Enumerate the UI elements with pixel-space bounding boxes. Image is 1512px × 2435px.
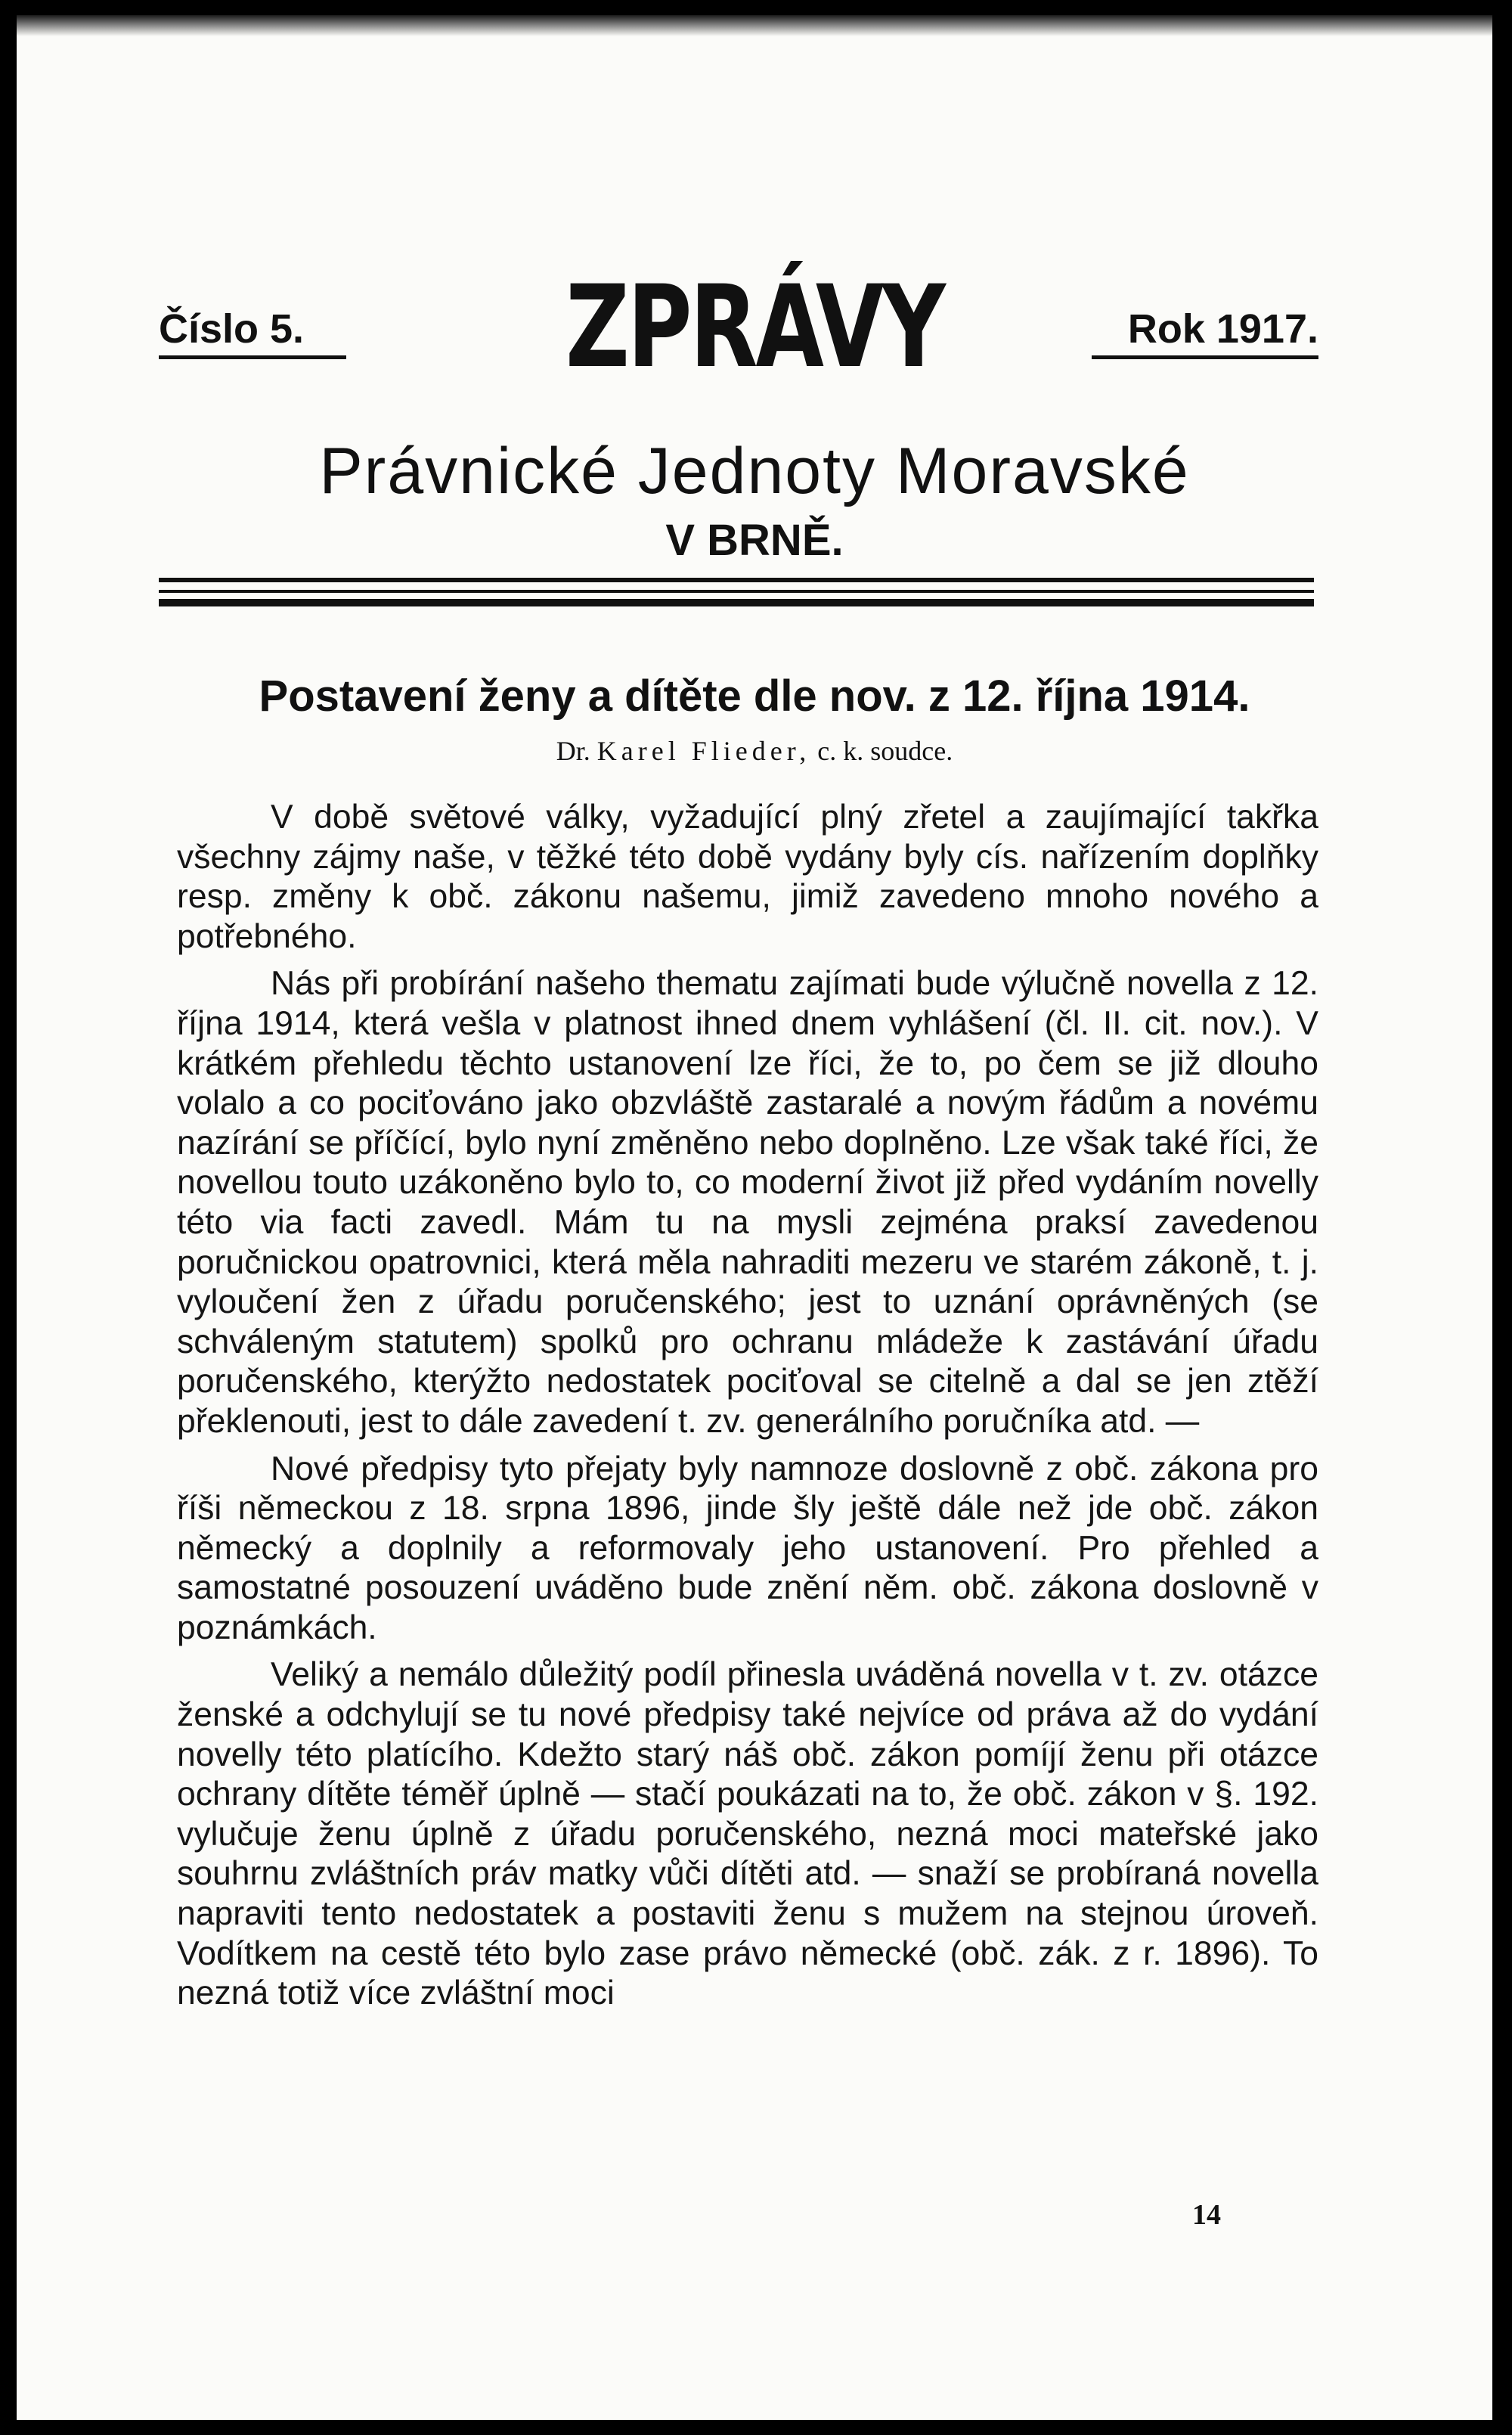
paragraph: V době světové války, vyžadující plný zřetel a zaujímající takřka všechny zájmy naše, v těžké této době vydány byly cís. nařízením doplňky resp. změny k obč. zákonu našemu, jimiž zavedeno mnoho nového a potřebného. [177,799,1318,955]
paragraph: Nové předpisy tyto přejaty byly namnoze doslovně z obč. zákona pro říši německou z 18. srpna 1896, jinde šly ještě dále než jde obč. zákon německý a doplnily a reformovaly jeho ustanovení. Pro přehled a samostatné posouzení uváděno bude znění něm. obč. zákona doslovně v poznámkách. [177,1450,1318,1646]
paragraph: Nás při probírání našeho thematu zajímati bude výlučně novella z 12. října 1914, která vešla v platnost ihned dnem vyhlášení (čl. II. cit. nov.). V krátkém přehledu těchto ustanovení lze říci, že to, po čem se již dlouho volalo a co pociťováno jako obzvláště zastaralé a novým řádům a novému nazírání se příčící, bylo nyní změněno nebo doplněno. Lze však také říci, že novellou touto uzákoněno bylo to, co moderní život již před vydáním novelly této via facti zavedl. Mám tu na mysli zejména praksí zavedenou poručnickou opatrovnici, která měla nahraditi mezeru ve starém zákoně, t. j. vyloučení žen z úřadu poručenského; jest to uznání oprávněných (se schváleným statutem) spolků pro ochranu mládeže k zastávání úřadu poručenského, kterýžto nedostatek pociťoval se citelně a dal se jen ztěží překlenouti, jest to dále zavedení t. zv. generálního poručníka atd. — [177,965,1318,1440]
publication-year: Rok 1917. [1092,309,1318,359]
scan-edge [17,15,1492,36]
article-body [177,798,1318,2021]
journal-subtitle: Právnické Jednoty Moravské [319,435,1190,507]
article-title: Postavení ženy a dítěte dle nov. z 12. října 1914. [259,672,1250,721]
journal-title: ZPRÁVY [565,262,943,393]
masthead [17,242,1492,393]
page-number: 14 [1192,2199,1221,2231]
document-page [17,15,1492,2420]
author-prefix: Dr. [556,736,590,766]
author-suffix: c. k. soudce. [817,736,953,766]
journal-city: V BRNĚ. [665,516,844,565]
author-name: Karel Flieder, [596,736,811,766]
article-author [17,737,1492,765]
paragraph: Veliký a nemálo důležitý podíl přinesla uváděná novella v t. zv. otázce ženské a odchylují se tu nové předpisy také nejvíce od práva až do vydání novelly této platícího. Kdežto starý náš obč. zákon pomíjí ženu při otázce ochrany dítěte téměř úplně — stačí poukázati na to, že obč. zákon v §. 192. vylučuje ženu úplně z úřadu poručenského, nezná moci mateřské jako souhrnu zvláštních práv matky vůči dítěti atd. — snaží se probíraná novella napraviti tento nedostatek a postaviti ženu s mužem na stejnou úroveň. Vodítkem na cestě této bylo zase právo německé (obč. zák. z r. 1896). To nezná totiž více zvláštní moci [177,1656,1318,2012]
issue-number: Číslo 5. [159,309,346,359]
header-rule [159,578,1314,606]
